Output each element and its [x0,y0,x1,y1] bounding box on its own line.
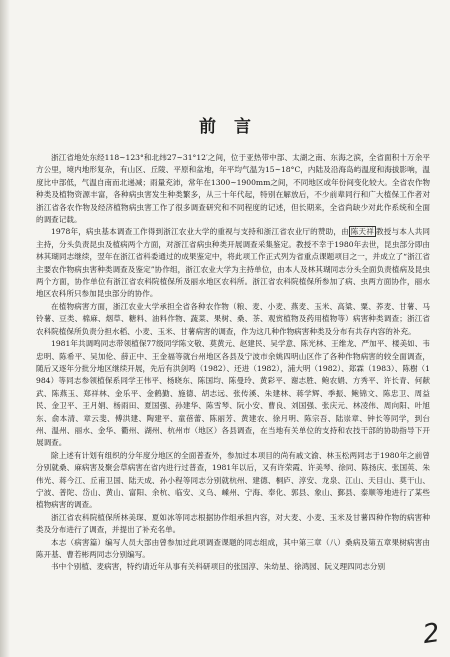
paragraph-8: 书中个别植、麦病害，特约请近年从事有关科研项目的张国淳、朱幼星、徐鸿园、阮义理四同志分别 [51,562,386,572]
paragraph-2 [36,226,430,300]
paragraph-2-text-a: 1978年，病虫基本调查工作得到浙江农业大学的重视与支持和浙江省农业厅的赞助，由 [51,227,349,237]
boxed-name: 陈天祥 [350,227,375,237]
document-body [36,152,430,574]
paragraph-3: 在植物病害方面，浙江农业大学承担全省各种农作物（粮、麦、小麦、燕麦、玉米、高粱、粟、荞麦、甘薯、马铃薯、豆类、棉麻、烟草、糖料、油料作物、蔬菜、果树、桑、茶、观赏植物及药用植物等）病害种类调查；浙江省农科院植保所负责分担水稻、小麦、玉米、甘薯病害的调查，作为这几种作物病害种类及分布有共存内容的补充。 [36,301,430,336]
page-title: 前言 [199,117,269,137]
page-number: 2 [421,617,443,651]
page-edge-shadow [0,0,10,657]
paragraph-5: 除上述有计划有组织的分年度分地区的全面普查外，参加过本项目的尚有戚文渝、林玉松两同志于1980年之前曾分别就桑、麻病害及聚会草病害在省内进行过普查，1981年以后，又有许荣霞、许美琴、徐同、陈扬庆、张国英、朱伟光、蒋今江、丘甫卫国、陆天成、孙小程等同志分别就杭州、建德、桐庐、淳安、龙泉、江山、天目山、莫干山、宁波、普陀、岱山、黄山、富阳、余杭、临安、义乌、嵊州、宁海、奉化、郭县、象山、鄞县、泰顺等地进行了某些植物病害的调查。 [36,450,430,510]
paragraph-2-text-b: 教授与本人共同主持，分头负责昆虫及植病两个方面，对浙江省病虫种类开展调查采集鉴定。 [36,227,431,249]
paragraph-6: 浙江省农科院植保所林美琛、夏如冰等同志根据协作组承担内容，对大麦、小麦、玉米及甘薯四种作物的病害种类及分布进行了调查，并提出了补充名单。 [36,512,430,535]
paragraph-7: 本志（病害篇）编写人员大部由曾参加过此项调查课题的同志组成，其中第三章（八）桑病及第五章果树病害由陈开基、曹若彬两同志分别编写。 [36,537,430,559]
paragraph-2-text-c: 教授不幸于1980年去世，昆虫部分即由林其瑚同志继续，翌年在浙江省科委通过的成果鉴定中，将此项工作正式列为省重点课题项目之一，并成立了“浙江省主要农作物病虫害种类调查及鉴定”协作组，浙江农业大学为主持单位，由本人及林其瑚同志分头全面负责植病及昆虫两个方面，协作单位有浙江省农科院植保所及丽水地区农科所。浙江省农科院植保所参加了病、虫两方面协作，丽水地区农科所只参加昆虫部分的协作。 [36,239,431,299]
paragraph-4: 1981年共调鸣同志带领植保77级同学陈文敬、莫黄元、赵建民、吴学意、陈光林、王维龙、严加平、楼美如、韦忠明、陈希平、吴加伦、薛正中、王金福等就台州地区各县及宁波市余姚四明山区作了各种作物病害的较全面调查，随后又逐年分批分地区继续开展，先后有洪剑鸣（1982）、还进（1982），浦大明（1982）、郑霖（1983）、陈樹（1984）等同志参领植保系同学王伟平、杨晓东、陈国均、陈曼玲、黄彩平、谢志胜、鲍农娟、方秀平、许长青、何献武、陈燕玉、郑祥林、金乐平、金鹤勤、施德、胡志远、张传溪、朱建林、蒋学辉、季振、鲍锦文、陈忠卫、周益民、金卫平、王月娟、杨雨田、夏国强、孙建华、陈雪琴、阮小安、曹良、刘国强、张庆元、林凌伟、周向阳、叶旭东、俞本清、章云斐、傅洪建、陶建平、童蓓蕾、陈丽芳、黄建农、徐月明、陈宗吾、陆崇章、钟长等同学，到台州、温州、丽水、金华、衢州、湖州、杭州市（地区）各县调查，在当地有关单位的支持和农技干部的协助指导下开展调查。 [36,339,430,448]
paragraph-1: 浙江省地处东经118~123°和北纬27~31°12′之间，位于亚热带中部、太湖之南、东海之滨，全省面积十万余平方公里，境内地形复杂，有山区、丘陵、平原和盆地，年平均气温为15~18°C，内陆及沿海岛屿温度和海拔影响，温度比中部低，气温自南而北递减；雨量充沛，常年在1300~1900mm之间，不同地区或年份间变化较大。全省农作物种类及植物资源丰富，各种病虫害发生种类繁多，从三十年代起，特别在解放后，不少前辈同行和广大植保工作者对浙江省各农作物及经济植物病虫害工作了很多调查研究和不同程度的记述，但长期来，全省尚缺少对此作系统和全面的调查记载。 [36,153,430,225]
